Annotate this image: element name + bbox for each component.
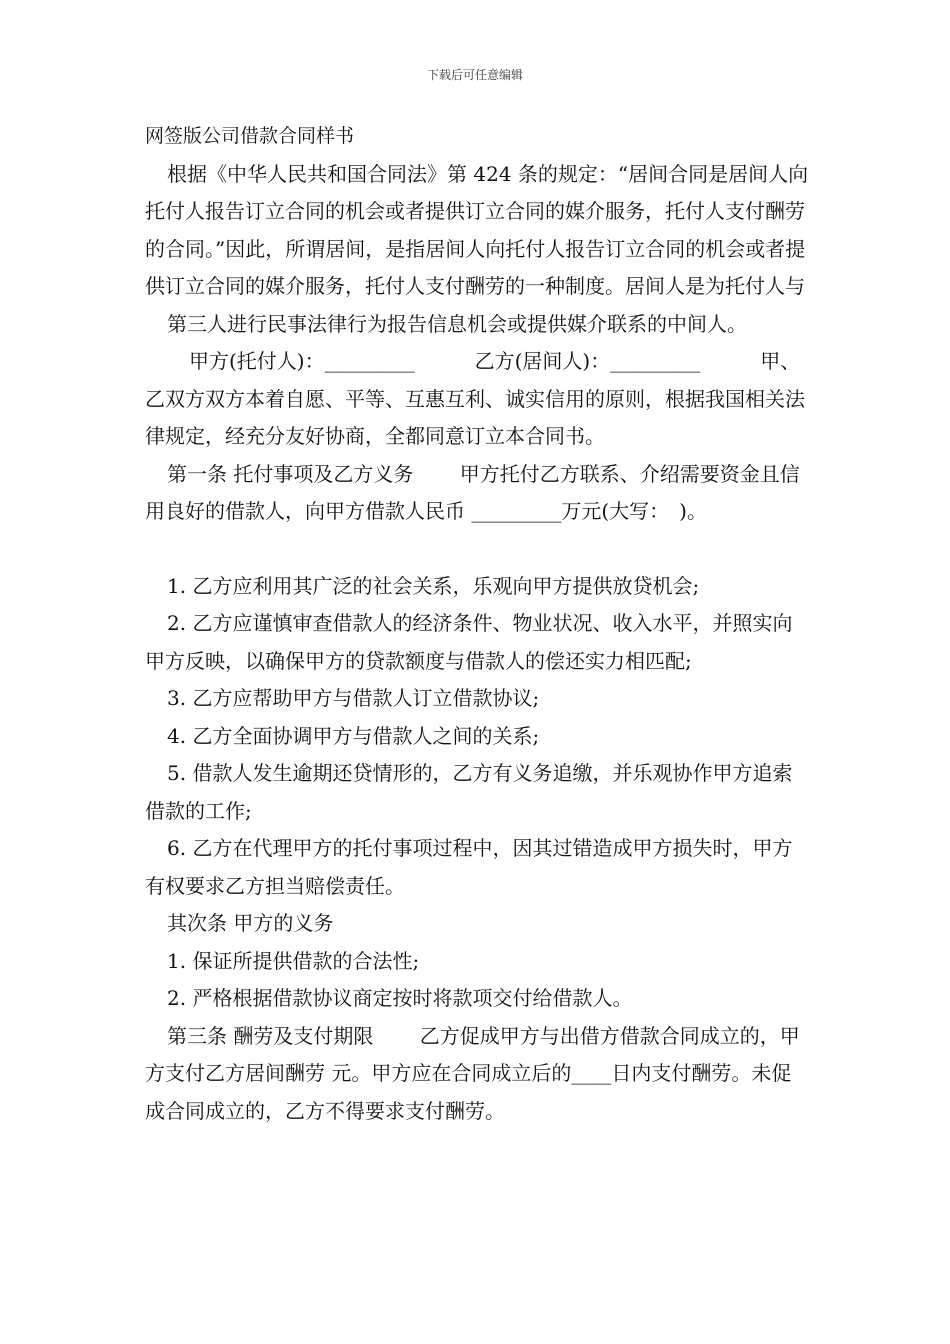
paragraph-intro: 根据《中华人民共和国合同法》第 424 条的规定：“居间合同是居间人向托付人报告订立合同的机会或者提供订立合同的媒介服务，托付人支付酬劳的合同。”因此，所谓居间，是指居间人向托付人报告订立合同的机会或者提供订立合同的媒介服务，托付人支付酬劳的一种制度。居间人是为托付人与 [145,161,809,298]
paragraph-parties: 甲方(托付人)：_________ 乙方(居间人)：_________ 甲、乙双方双方本着自愿、平等、互惠互利、诚实信用的原则，根据我国相关法律规定，经充分友好协商，全都同意订立本合同书。 [145,349,805,448]
document-title: 网签版公司借款合同样书 [145,125,355,147]
list-item: 3. 乙方应帮助甲方与借款人订立借款协议; [167,686,540,710]
article-2-heading: 其次条 甲方的义务 [167,911,334,935]
list-item: 5. 借款人发生逾期还贷情形的，乙方有义务追缴，并乐观协作甲方追索借款的工作; [145,761,793,823]
article-1-heading: 第一条 托付事项及乙方义务 甲方托付乙方联系、介绍需要资金且信用良好的借款人，向甲方借款人民币 _________万元(大写： )。 [145,461,800,523]
page-header: 下载后可任意编辑 [426,68,523,82]
list-item: 1. 保证所提供借款的合法性; [167,948,420,973]
list-item: 6. 乙方在代理甲方的托付事项过程中，因其过错造成甲方损失时，甲方有权要求乙方担当赔偿责任。 [145,836,793,898]
list-item: 2. 严格根据借款协议商定按时将款项交付给借款人。 [167,986,633,1010]
paragraph-third-party: 第三人进行民事法律行为报告信息机会或提供媒介联系的中间人。 [167,311,747,336]
list-item: 1. 乙方应利用其广泛的社会关系，乐观向甲方提供放贷机会; [167,573,700,598]
list-item: 4. 乙方全面协调甲方与借款人之间的关系; [167,723,540,748]
article-3-paragraph: 第三条 酬劳及支付期限 乙方促成甲方与出借方借款合同成立的，甲方支付乙方居间酬劳 元。甲方应在合同成立后的____日内支付酬劳。未促成合同成立的，乙方不得要求支付酬劳。 [145,1023,800,1123]
spacer [145,531,810,568]
document-body [145,118,810,1130]
list-item: 2. 乙方应谨慎审查借款人的经济条件、物业状况、收入水平，并照实向甲方反映，以确保甲方的贷款额度与借款人的偿还实力相匹配; [145,611,793,673]
